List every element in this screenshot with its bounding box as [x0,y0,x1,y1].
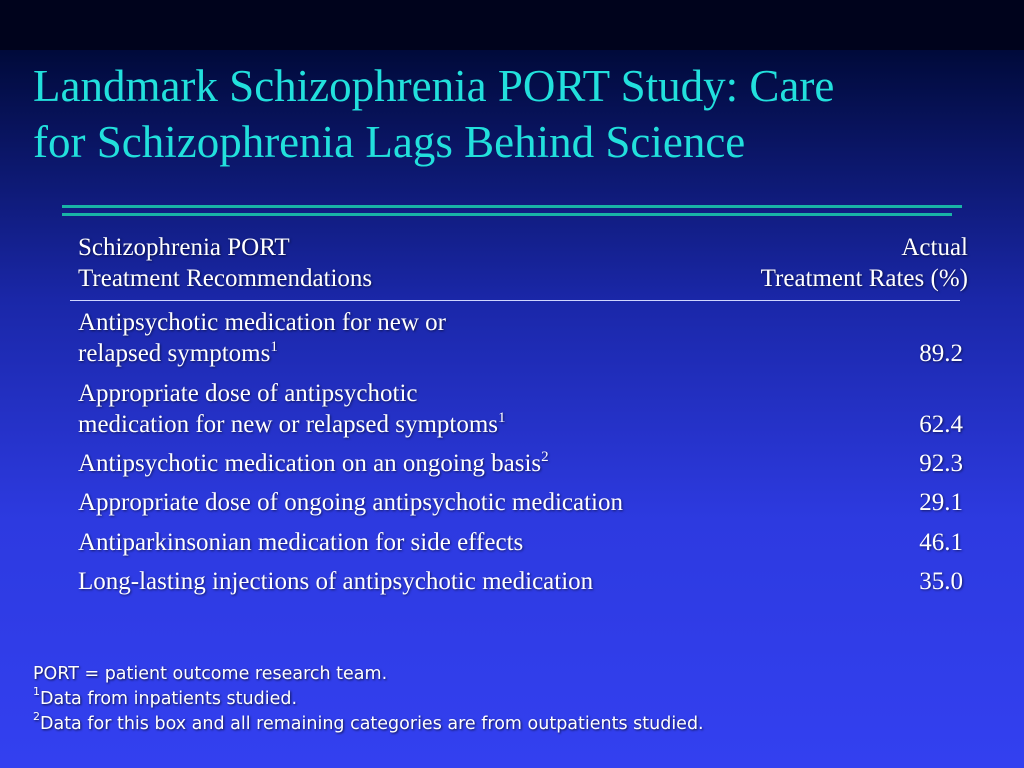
slide-title [33,58,993,170]
footnotes [33,662,993,737]
row-value: 29.1 [919,489,963,516]
row-label [78,378,798,440]
row-value: 62.4 [919,411,963,438]
header-left-line-1: Schizophrenia PORT [78,234,290,261]
row-label [78,448,798,479]
top-band [0,0,1024,50]
row-label [78,307,798,369]
row-label-line-2: relapsed symptoms [78,340,271,367]
header-left-line-2: Treatment Recommendations [78,265,373,292]
footnote-2 [33,712,993,737]
row-label-line-1: Long-lasting injections of antipsychotic medication [78,568,594,595]
footnote-marker: 1 [498,409,506,426]
rates-column-header [761,232,968,294]
table-row [78,566,963,597]
title-line-2: for Schizophrenia Lags Behind Science [33,117,746,167]
footnote-marker: 1 [270,338,278,355]
row-label [78,566,798,597]
row-value: 35.0 [919,568,963,595]
footnote-1 [33,687,993,712]
header-divider [70,300,960,301]
row-value: 92.3 [919,450,963,477]
footnote-port: PORT = patient outcome research team. [33,664,388,684]
footnote-marker: 2 [541,448,549,465]
footnote-2-text: Data for this box and all remaining categories are from outpatients studied. [40,714,704,734]
table-row [78,487,963,518]
title-line-1: Landmark Schizophrenia PORT Study: Care [33,61,835,111]
table-row [78,527,963,558]
row-label [78,487,798,518]
row-value: 89.2 [919,340,963,367]
recommendations-column-header [78,232,372,294]
row-label-line-1: Antiparkinsonian medication for side effects [78,529,524,556]
footnote-1-text: Data from inpatients studied. [40,689,298,709]
row-label-line-1: Appropriate dose of ongoing antipsychotic medication [78,489,624,516]
row-label-line-1: Antipsychotic medication for new or [78,309,446,336]
title-rule-lower [62,213,952,216]
row-label-line-2: medication for new or relapsed symptoms [78,411,499,438]
row-label [78,527,798,558]
table-row [78,307,963,369]
title-rule-upper [62,205,962,208]
footnote-1-marker: 1 [33,685,40,699]
row-value: 46.1 [919,529,963,556]
table-row [78,378,963,440]
header-right-line-2: Treatment Rates (%) [760,265,968,292]
footnote-2-marker: 2 [33,710,40,724]
table-row [78,448,963,479]
row-label-line-1: Antipsychotic medication on an ongoing basis [78,450,542,477]
header-right-line-1: Actual [901,234,968,261]
row-label-line-1: Appropriate dose of antipsychotic [78,380,418,407]
